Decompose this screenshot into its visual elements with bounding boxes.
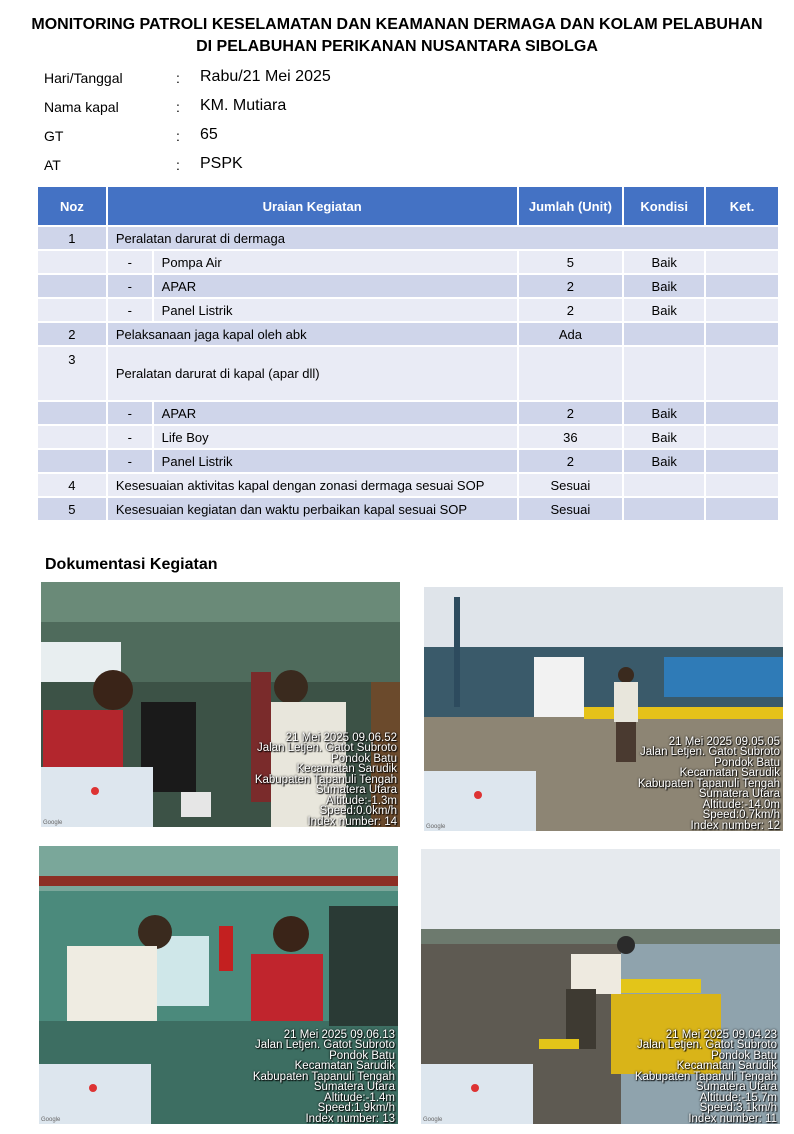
table-row bbox=[37, 449, 779, 473]
stamp-line: Speed:1.9km/h bbox=[317, 1102, 395, 1114]
stamp-line: Kecamatan Sarudik bbox=[676, 1060, 777, 1072]
cell-remarks bbox=[705, 298, 779, 322]
map-brand: Google bbox=[423, 1117, 443, 1123]
photo-2-stamp bbox=[638, 737, 780, 832]
stamp-line: Sumatera Utara bbox=[695, 1081, 777, 1093]
info-label: AT bbox=[44, 157, 61, 173]
cell-quantity: 5 bbox=[518, 250, 624, 274]
stamp-line: 21 Mei 2025 09.04.23 bbox=[665, 1028, 777, 1041]
map-pin-icon bbox=[474, 791, 482, 799]
activity-table bbox=[36, 185, 780, 522]
stamp-line: Jalan Letjen. Gatot Subroto bbox=[636, 1039, 777, 1051]
map-pin-icon bbox=[471, 1084, 479, 1092]
header-quantity: Jumlah (Unit) bbox=[518, 186, 624, 226]
stamp-line: Kecamatan Sarudik bbox=[296, 763, 397, 775]
info-colon: : bbox=[176, 157, 180, 173]
cell-quantity: 2 bbox=[518, 449, 624, 473]
photo-1 bbox=[41, 582, 400, 827]
stamp-line: Index number: 13 bbox=[305, 1112, 395, 1124]
map-pin-icon bbox=[89, 1084, 97, 1092]
info-label: Nama kapal bbox=[44, 99, 119, 115]
cell-condition bbox=[623, 346, 705, 401]
cell-sub-item: APAR bbox=[153, 274, 518, 298]
cell-description: Kesesuaian aktivitas kapal dengan zonasi dermaga sesuai SOP bbox=[107, 473, 518, 497]
stamp-line: Pondok Batu bbox=[331, 752, 397, 765]
cell-no bbox=[37, 250, 107, 274]
info-colon: : bbox=[176, 99, 180, 115]
cell-quantity: Sesuai bbox=[518, 473, 624, 497]
map-brand: Google bbox=[426, 824, 446, 830]
cell-quantity: 2 bbox=[518, 298, 624, 322]
photo-4 bbox=[421, 849, 780, 1124]
cell-remarks bbox=[705, 497, 779, 521]
photo-4-stamp bbox=[635, 1030, 777, 1125]
info-value: Rabu/21 Mei 2025 bbox=[200, 68, 331, 85]
stamp-line: Index number: 12 bbox=[690, 819, 780, 831]
stamp-line: Kabupaten Tapanuli Tengah bbox=[637, 777, 780, 790]
stamp-line: Kabupaten Tapanuli Tengah bbox=[254, 773, 397, 786]
cell-quantity: 2 bbox=[518, 401, 624, 425]
cell-remarks bbox=[705, 449, 779, 473]
cell-no bbox=[37, 401, 107, 425]
cell-sub-item: Panel Listrik bbox=[153, 298, 518, 322]
cell-condition bbox=[623, 322, 705, 346]
cell-no bbox=[37, 449, 107, 473]
header-description: Uraian Kegiatan bbox=[107, 186, 518, 226]
info-value: 65 bbox=[200, 126, 218, 143]
info-value: KM. Mutiara bbox=[200, 97, 287, 114]
cell-quantity: Sesuai bbox=[518, 497, 624, 521]
photo-2 bbox=[424, 587, 783, 831]
table-header-row bbox=[37, 186, 779, 226]
cell-remarks bbox=[705, 425, 779, 449]
cell-dash: - bbox=[107, 401, 153, 425]
stamp-line: 21 Mei 2025 09.05.05 bbox=[668, 735, 780, 748]
map-brand: Google bbox=[43, 820, 63, 826]
cell-condition: Baik bbox=[623, 449, 705, 473]
cell-sub-item: APAR bbox=[153, 401, 518, 425]
table-row bbox=[37, 298, 779, 322]
cell-quantity bbox=[518, 346, 624, 401]
table-row bbox=[37, 274, 779, 298]
stamp-line: 21 Mei 2025 09.06.52 bbox=[285, 731, 397, 744]
cell-remarks bbox=[705, 473, 779, 497]
table-row bbox=[37, 322, 779, 346]
stamp-line: Jalan Letjen. Gatot Subroto bbox=[254, 1039, 395, 1051]
stamp-line: 21 Mei 2025 09.06.13 bbox=[283, 1028, 395, 1041]
info-colon: : bbox=[176, 70, 180, 86]
stamp-line: Index number: 14 bbox=[307, 815, 397, 827]
table-row bbox=[37, 425, 779, 449]
cell-sub-item: Life Boy bbox=[153, 425, 518, 449]
cell-no bbox=[37, 274, 107, 298]
photo-2-map-thumbnail bbox=[424, 771, 536, 831]
cell-condition: Baik bbox=[623, 250, 705, 274]
cell-sub-item: Panel Listrik bbox=[153, 449, 518, 473]
cell-quantity: 2 bbox=[518, 274, 624, 298]
cell-description: Kesesuaian kegiatan dan waktu perbaikan kapal sesuai SOP bbox=[107, 497, 518, 521]
cell-description: Pelaksanaan jaga kapal oleh abk bbox=[107, 322, 518, 346]
stamp-line: Jalan Letjen. Gatot Subroto bbox=[256, 742, 397, 754]
info-label: GT bbox=[44, 128, 64, 144]
documentation-title: Dokumentasi Kegiatan bbox=[45, 556, 218, 573]
cell-no bbox=[37, 425, 107, 449]
cell-condition bbox=[623, 473, 705, 497]
stamp-line: Kabupaten Tapanuli Tengah bbox=[252, 1070, 395, 1083]
info-label: Hari/Tanggal bbox=[44, 70, 123, 86]
cell-dash: - bbox=[107, 250, 153, 274]
table-row bbox=[37, 473, 779, 497]
table-row bbox=[37, 250, 779, 274]
cell-dash: - bbox=[107, 298, 153, 322]
cell-condition: Baik bbox=[623, 298, 705, 322]
stamp-line: Kabupaten Tapanuli Tengah bbox=[634, 1070, 777, 1083]
header-remarks: Ket. bbox=[705, 186, 779, 226]
photo-3-map-thumbnail bbox=[39, 1064, 151, 1124]
map-pin-icon bbox=[91, 787, 99, 795]
info-colon: : bbox=[176, 128, 180, 144]
title-line-1: MONITORING PATROLI KESELAMATAN DAN KEAMANAN DERMAGA DAN KOLAM PELABUHAN bbox=[31, 16, 763, 33]
cell-remarks bbox=[705, 346, 779, 401]
stamp-line: Speed:0.7km/h bbox=[702, 809, 780, 821]
cell-condition: Baik bbox=[623, 401, 705, 425]
stamp-line: Pondok Batu bbox=[711, 1049, 777, 1062]
cell-condition bbox=[623, 497, 705, 521]
info-value: PSPK bbox=[200, 155, 243, 172]
cell-remarks bbox=[705, 322, 779, 346]
cell-no: 2 bbox=[37, 322, 107, 346]
table-row bbox=[37, 401, 779, 425]
photo-3-stamp bbox=[253, 1030, 395, 1125]
cell-remarks bbox=[705, 274, 779, 298]
header-condition: Kondisi bbox=[623, 186, 705, 226]
cell-quantity: Ada bbox=[518, 322, 624, 346]
cell-no: 5 bbox=[37, 497, 107, 521]
cell-remarks bbox=[705, 401, 779, 425]
cell-sub-item: Pompa Air bbox=[153, 250, 518, 274]
stamp-line: Altitude:-1.4m bbox=[324, 1091, 395, 1104]
stamp-line: Sumatera Utara bbox=[315, 784, 397, 796]
stamp-line: Kecamatan Sarudik bbox=[294, 1060, 395, 1072]
photo-4-map-thumbnail bbox=[421, 1064, 533, 1124]
cell-no: 3 bbox=[37, 346, 107, 401]
cell-dash: - bbox=[107, 449, 153, 473]
table-row bbox=[37, 346, 779, 401]
stamp-line: Speed:3.1km/h bbox=[699, 1102, 777, 1114]
table-row bbox=[37, 497, 779, 521]
table-row bbox=[37, 226, 779, 250]
cell-description: Peralatan darurat di dermaga bbox=[107, 226, 779, 250]
cell-no: 1 bbox=[37, 226, 107, 250]
stamp-line: Sumatera Utara bbox=[313, 1081, 395, 1093]
photo-3 bbox=[39, 846, 398, 1124]
stamp-line: Altitude:-15.7m bbox=[699, 1091, 777, 1104]
cell-remarks bbox=[705, 250, 779, 274]
cell-condition: Baik bbox=[623, 425, 705, 449]
stamp-line: Kecamatan Sarudik bbox=[679, 767, 780, 779]
stamp-line: Sumatera Utara bbox=[698, 788, 780, 800]
cell-dash: - bbox=[107, 425, 153, 449]
stamp-line: Pondok Batu bbox=[329, 1049, 395, 1062]
photo-1-stamp bbox=[255, 733, 397, 828]
photo-1-map-thumbnail bbox=[41, 767, 153, 827]
stamp-line: Altitude:-14.0m bbox=[702, 798, 780, 811]
cell-description: Peralatan darurat di kapal (apar dll) bbox=[107, 346, 518, 401]
cell-no bbox=[37, 298, 107, 322]
cell-no: 4 bbox=[37, 473, 107, 497]
stamp-line: Pondok Batu bbox=[714, 756, 780, 769]
report-title bbox=[0, 14, 794, 58]
stamp-line: Speed:0.0km/h bbox=[319, 805, 397, 817]
map-brand: Google bbox=[41, 1117, 61, 1123]
cell-dash: - bbox=[107, 274, 153, 298]
title-line-2: DI PELABUHAN PERIKANAN NUSANTARA SIBOLGA bbox=[196, 38, 598, 55]
stamp-line: Jalan Letjen. Gatot Subroto bbox=[639, 746, 780, 758]
header-no: Noz bbox=[37, 186, 107, 226]
stamp-line: Altitude:-1.3m bbox=[326, 794, 397, 807]
cell-condition: Baik bbox=[623, 274, 705, 298]
stamp-line: Index number: 11 bbox=[688, 1112, 777, 1124]
cell-quantity: 36 bbox=[518, 425, 624, 449]
